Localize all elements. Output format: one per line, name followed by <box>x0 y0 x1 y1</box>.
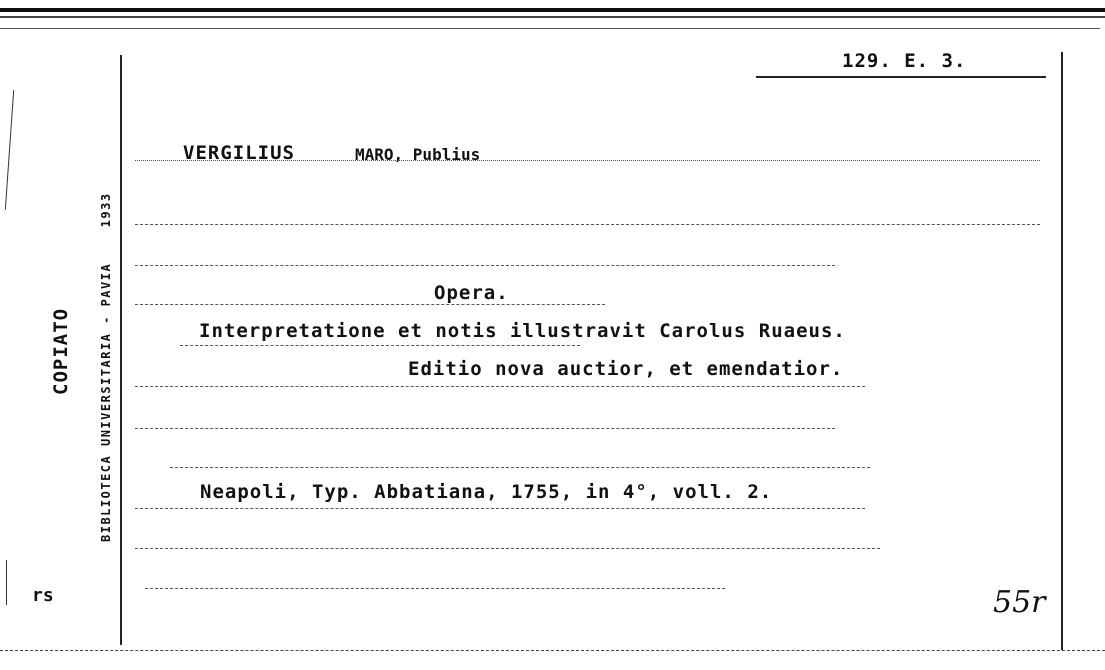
ruled-line-3 <box>135 265 835 266</box>
author-heading-name: VERGILIUS <box>183 142 295 164</box>
ruled-line-5 <box>180 345 580 346</box>
ruled-line-2 <box>135 224 1040 225</box>
library-stamp <box>99 192 113 542</box>
title-line-2: Editio nova auctior, et emendatior. <box>408 358 844 380</box>
title-line-1: Interpretatione et notis illustravit Carolus Ruaeus. <box>199 320 846 342</box>
shelfmark: 129. E. 3. <box>842 50 967 72</box>
shelfmark-underline <box>756 76 1046 78</box>
ruled-line-7 <box>135 428 835 429</box>
ruled-line-6 <box>135 386 865 387</box>
bottom-border <box>0 650 1105 651</box>
copiato-stamp: COPIATO <box>50 307 72 395</box>
top-border-inner <box>0 16 1105 18</box>
handwritten-number: 55r <box>993 585 1046 620</box>
top-border-line <box>0 28 1100 29</box>
imprint: Neapoli, Typ. Abbatiana, 1755, in 4°, voll. 2. <box>200 481 773 503</box>
ruled-line-10 <box>135 548 880 549</box>
cataloguer-initials: rs <box>32 585 54 606</box>
left-edge-mark-2 <box>6 560 7 605</box>
title: Opera. <box>434 282 509 304</box>
ruled-line-4 <box>135 304 605 305</box>
ruled-line-1 <box>135 160 1040 161</box>
ruled-line-8 <box>170 467 870 468</box>
ruled-line-9 <box>135 508 865 509</box>
card-left-rule <box>120 55 122 645</box>
ruled-line-11 <box>145 588 725 589</box>
top-border <box>0 8 1105 12</box>
library-stamp-text: BIBLIOTECA UNIVERSITARIA - PAVIA <box>99 262 113 542</box>
card-right-edge <box>1061 52 1063 650</box>
author-heading-rest: MARO, Publius <box>355 145 481 164</box>
library-stamp-year: 1933 <box>99 192 113 228</box>
left-edge-mark <box>5 90 14 210</box>
